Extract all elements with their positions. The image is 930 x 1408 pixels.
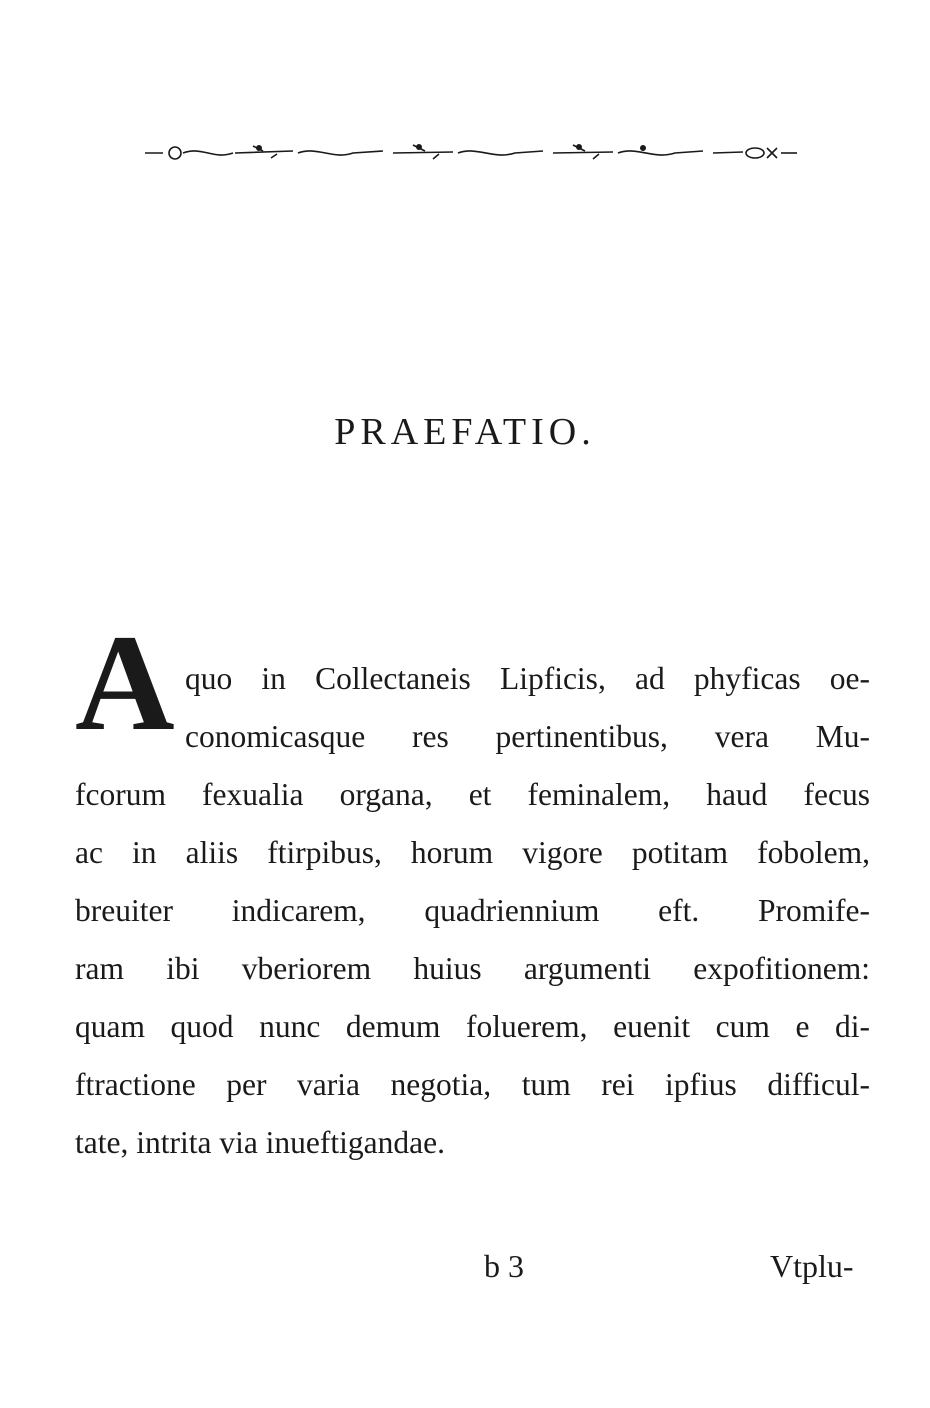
text-line: ram ibi vberiorem huius argumenti expofitionem: <box>75 951 870 986</box>
text-line: ftractione per varia negotia, tum rei ipfius difficul- <box>75 1067 870 1102</box>
drop-cap-initial: A <box>75 606 175 759</box>
page-title: PRAEFATIO. <box>334 411 596 453</box>
text-line: quam quod nunc demum foluerem, euenit cum e di- <box>75 1009 870 1044</box>
text-line: tate, intrita via inueftigandae. <box>75 1125 445 1160</box>
text-line: quo in Collectaneis Lipficis, ad phyficas oe- <box>185 661 870 696</box>
signature-mark: b 3 <box>484 1248 524 1284</box>
text-line: conomicasque res pertinentibus, vera Mu- <box>185 719 870 754</box>
text-line: ac in aliis ftirpibus, horum vigore potitam fobolem, <box>75 835 870 870</box>
preface-paragraph <box>75 650 870 1172</box>
catchword: Vtplu- <box>770 1248 854 1284</box>
text-line: breuiter indicarem, quadriennium eft. Promife- <box>75 893 870 928</box>
text-line: fcorum fexualia organa, et feminalem, haud fecus <box>75 777 870 812</box>
decorative-headpiece-ornament <box>143 136 799 170</box>
